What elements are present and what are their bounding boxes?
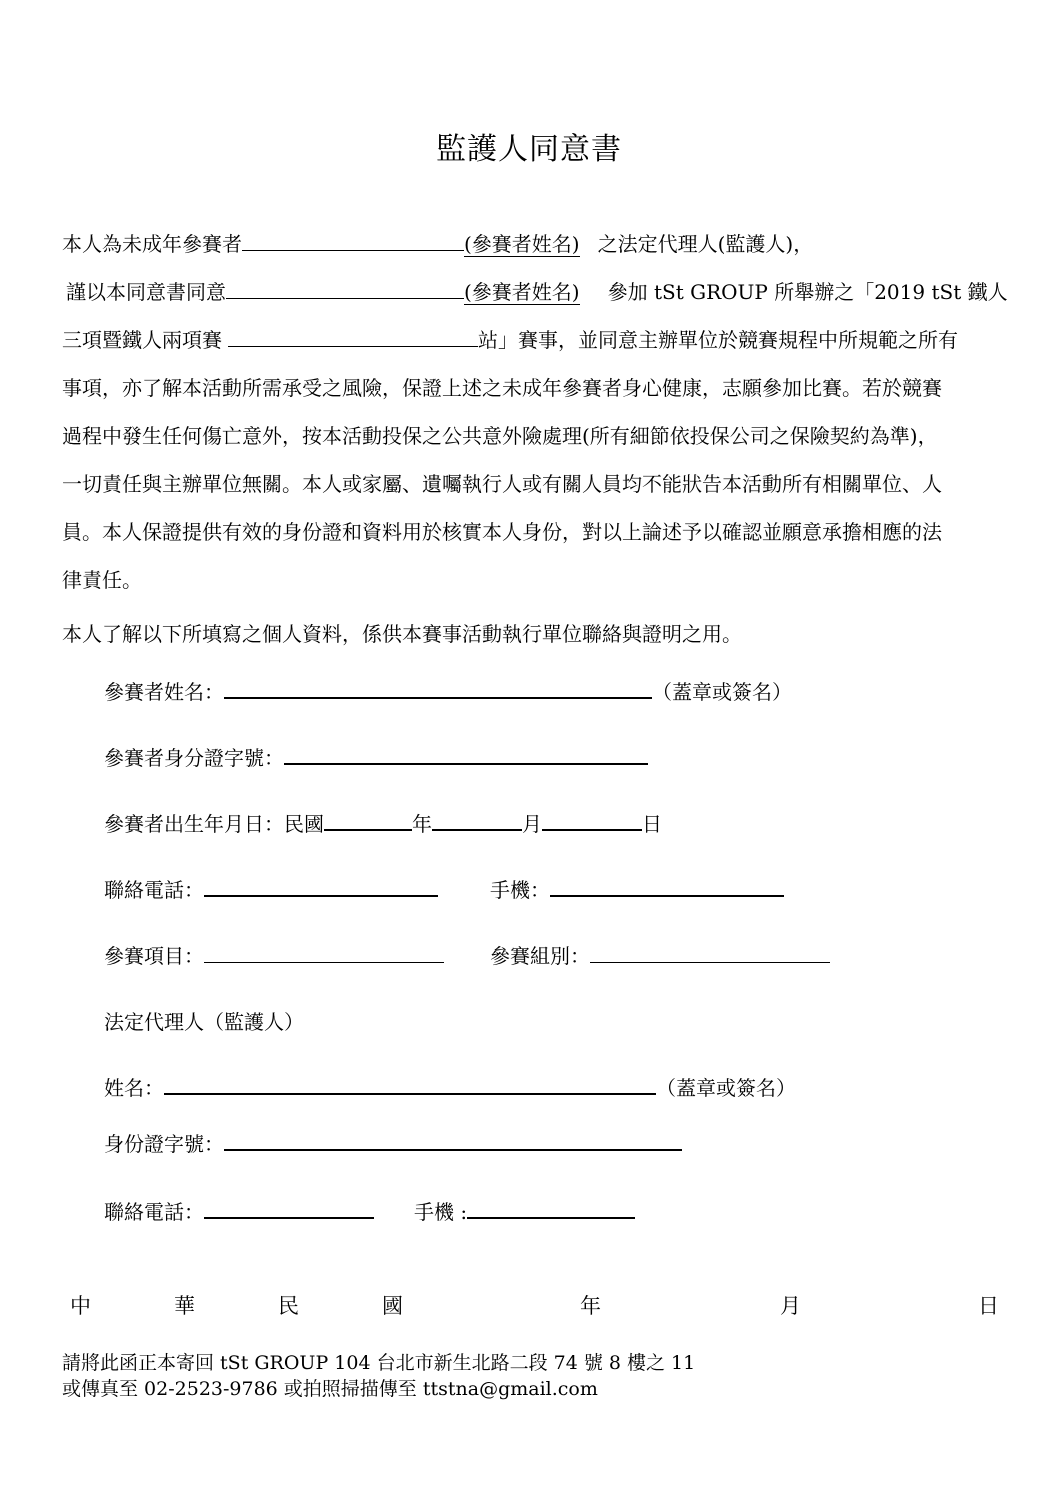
text: 之法定代理人(監護人)， [597,232,814,256]
day-label: 日 [642,812,662,836]
guardian-id-row [104,1128,682,1157]
participant-name-field[interactable] [224,679,652,699]
participant-phone-row [104,874,438,903]
date-year: 年 [580,1294,601,1318]
guardian-phone-label: 聯絡電話： [104,1200,204,1224]
text: 謹以本同意書同意 [66,280,226,304]
event-group-field[interactable] [590,944,830,963]
mobile-label: 手機： [490,878,550,902]
guardian-mobile-row [414,1196,635,1225]
guardian-phone-field[interactable] [204,1199,374,1219]
guardian-name-label: 姓名： [104,1076,164,1100]
text: 本人為未成年參賽者 [62,232,242,256]
event-item-row [104,940,444,969]
paragraph-line-4: 事項，亦了解本活動所需承受之風險，保證上述之未成年參賽者身心健康，志願參加比賽。若於競賽 [62,376,942,400]
guardian-name-row [104,1072,796,1101]
participant-name-label: 參賽者姓名： [104,680,224,704]
participant-name-row [104,676,792,705]
guardian-mobile-label: 手機 : [414,1200,468,1224]
text: 參加 tSt GROUP 所舉辦之「2019 tSt 鐵人 [607,280,1008,304]
date-char-2: 華 [174,1294,195,1318]
date-char-4: 國 [382,1294,403,1318]
blank-participant-name-2[interactable] [226,280,464,299]
date-char-1: 中 [70,1294,91,1318]
birth-month-field[interactable] [432,811,522,831]
guardian-id-label: 身份證字號： [104,1132,224,1156]
guardian-id-field[interactable] [224,1131,682,1151]
mobile-field[interactable] [550,877,784,897]
guardian-heading: 法定代理人（監護人） [104,1010,304,1034]
paragraph-line-5: 過程中發生任何傷亡意外，按本活動投保之公共意外險處理(所有細節依投保公司之保險契約為準)， [62,424,938,448]
footer-mail-address: 請將此函正本寄回 tSt GROUP 104 台北市新生北路二段 74 號 8 樓之 11 [62,1352,696,1374]
month-label: 月 [522,812,542,836]
event-group-label: 參賽組別： [490,944,590,968]
document-title: 監護人同意書 [436,132,622,167]
participant-id-label: 參賽者身分證字號： [104,746,284,770]
text: (參賽者姓名) [464,280,580,304]
guardian-seal-note: （蓋章或簽名） [656,1076,796,1100]
guardian-phone-row [104,1196,374,1225]
paragraph-line-2 [62,276,1008,305]
blank-station[interactable] [228,328,478,347]
event-group-row [490,940,830,969]
footer-fax-email: 或傳真至 02-2523-9786 或拍照掃描傳至 ttstna@gmail.com [62,1378,598,1400]
birth-label: 參賽者出生年月日：民國 [104,812,324,836]
birth-year-field[interactable] [324,811,412,831]
paragraph-line-3 [62,324,1000,353]
birth-day-field[interactable] [542,811,642,831]
paragraph-line-6: 一切責任與主辦單位無關。本人或家屬、遺囑執行人或有關人員均不能狀告本活動所有相關單位、人 [62,472,942,496]
paragraph-line-1 [62,228,1000,257]
paragraph-line-9: 本人了解以下所填寫之個人資料，係供本賽事活動執行單位聯絡與證明之用。 [62,622,742,646]
event-item-field[interactable] [204,944,444,963]
phone-field[interactable] [204,877,438,897]
guardian-name-field[interactable] [164,1075,656,1095]
phone-label: 聯絡電話： [104,878,204,902]
participant-id-row [104,742,648,771]
blank-participant-name-1[interactable] [242,232,464,251]
paragraph-line-8: 律責任。 [62,568,142,592]
date-day: 日 [978,1294,999,1318]
year-label: 年 [412,812,432,836]
guardian-mobile-field[interactable] [467,1199,635,1219]
participant-id-field[interactable] [284,745,648,765]
date-month: 月 [780,1294,801,1318]
text: 站」賽事，並同意主辦單位於競賽規程中所規範之所有 [478,328,958,352]
text: (參賽者姓名) [464,232,580,256]
seal-or-sign-note: （蓋章或簽名） [652,680,792,704]
participant-mobile-row [490,874,784,903]
text: 三項暨鐵人兩項賽 [62,328,222,352]
event-item-label: 參賽項目： [104,944,204,968]
participant-birth-row [104,808,662,837]
date-char-3: 民 [278,1294,299,1318]
paragraph-line-7: 員。本人保證提供有效的身份證和資料用於核實本人身份，對以上論述予以確認並願意承擔相應的法 [62,520,942,544]
